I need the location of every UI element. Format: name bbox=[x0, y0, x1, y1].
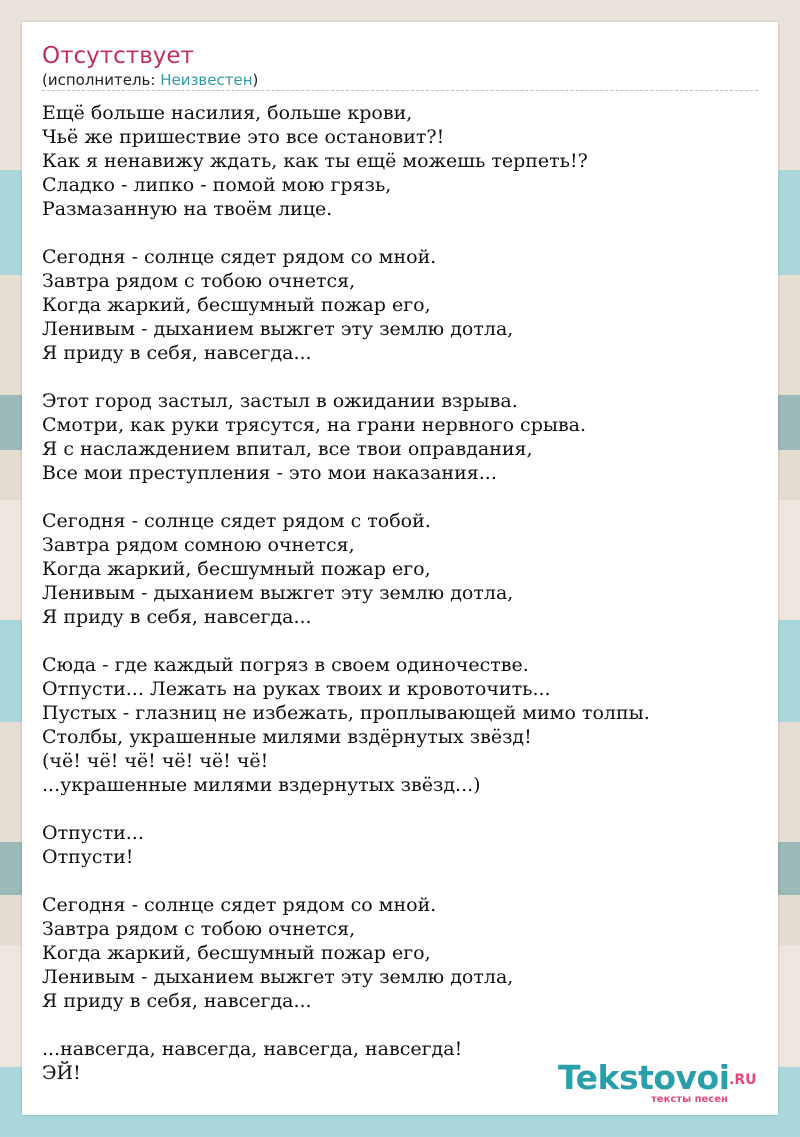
lyric-line: Я приду в себя, навсегда... bbox=[42, 342, 312, 364]
lyric-line: Ещё больше насилия, больше крови, bbox=[42, 102, 413, 124]
lyric-line: Все мои преступления - это мои наказания... bbox=[42, 462, 497, 484]
lyric-line: Сладко - липко - помой мою грязь, bbox=[42, 174, 392, 196]
lyric-line: Я с наслаждением впитал, все твои оправдания, bbox=[42, 438, 533, 460]
lyric-line: Смотри, как руки трясутся, на грани нервного срыва. bbox=[42, 414, 587, 436]
lyric-line: Размазанную на твоём лице. bbox=[42, 198, 333, 220]
logo-tagline: тексты песен bbox=[651, 1094, 728, 1105]
song-title: Отсутствует bbox=[42, 43, 194, 69]
logo-wordmark: Tekstovoi bbox=[558, 1058, 730, 1097]
lyric-line: Отпусти! bbox=[42, 846, 134, 868]
lyric-line: Пустых - глазниц не избежать, проплывающей мимо толпы. bbox=[42, 702, 650, 724]
artist-suffix: ) bbox=[252, 71, 259, 89]
stanza-break bbox=[42, 1013, 650, 1037]
lyric-line: Ленивым - дыханием выжгет эту землю дотла, bbox=[42, 318, 514, 340]
logo-domain: .RU bbox=[729, 1072, 757, 1088]
stanza-break bbox=[42, 869, 650, 893]
site-logo[interactable] bbox=[558, 1059, 768, 1109]
stanza-break bbox=[42, 797, 650, 821]
lyric-line: ЭЙ! bbox=[42, 1062, 81, 1084]
lyric-line: Когда жаркий, бесшумный пожар его, bbox=[42, 942, 431, 964]
lyric-line: Завтра рядом с тобою очнется, bbox=[42, 270, 356, 292]
stanza-break bbox=[42, 485, 650, 509]
lyric-line: (чё! чё! чё! чё! чё! чё! bbox=[42, 750, 269, 772]
artist-line bbox=[42, 71, 258, 89]
stanza-break bbox=[42, 365, 650, 389]
lyric-line: Я приду в себя, навсегда... bbox=[42, 606, 312, 628]
lyric-line: Сегодня - солнце сядет рядом со мной. bbox=[42, 246, 437, 268]
lyric-line: Сюда - где каждый погряз в своем одиночестве. bbox=[42, 654, 529, 676]
lyric-line: Чьё же пришествие это все остановит?! bbox=[42, 126, 445, 148]
lyric-line: ...украшенные милями вздернутых звёзд...) bbox=[42, 774, 481, 796]
lyric-line: Я приду в себя, навсегда... bbox=[42, 990, 312, 1012]
title-divider bbox=[42, 90, 758, 91]
lyric-line: Столбы, украшенные милями вздёрнутых звёзд! bbox=[42, 726, 532, 748]
lyric-line: Ленивым - дыханием выжгет эту землю дотла, bbox=[42, 966, 514, 988]
lyric-line: Завтра рядом с тобою очнется, bbox=[42, 918, 356, 940]
stanza-break bbox=[42, 629, 650, 653]
lyric-line: Когда жаркий, бесшумный пожар его, bbox=[42, 294, 431, 316]
lyric-line: Сегодня - солнце сядет рядом с тобой. bbox=[42, 510, 431, 532]
lyrics-sheet bbox=[22, 22, 778, 1115]
lyric-line: ...навсегда, навсегда, навсегда, навсегда! bbox=[42, 1038, 463, 1060]
stanza-break bbox=[42, 221, 650, 245]
lyric-line: Как я ненавижу ждать, как ты ещё можешь терпеть!? bbox=[42, 150, 588, 172]
lyrics-body bbox=[42, 101, 650, 1085]
lyric-line: Ленивым - дыханием выжгет эту землю дотла, bbox=[42, 582, 514, 604]
lyric-line: Завтра рядом сомною очнется, bbox=[42, 534, 355, 556]
lyric-line: Отпусти... Лежать на руках твоих и кровоточить... bbox=[42, 678, 551, 700]
artist-prefix: (исполнитель: bbox=[42, 71, 161, 89]
lyric-line: Отпусти... bbox=[42, 822, 144, 844]
lyric-line: Когда жаркий, бесшумный пожар его, bbox=[42, 558, 431, 580]
lyric-line: Сегодня - солнце сядет рядом со мной. bbox=[42, 894, 437, 916]
lyric-line: Этот город застыл, застыл в ожидании взрыва. bbox=[42, 390, 518, 412]
artist-link[interactable]: Неизвестен bbox=[160, 71, 253, 89]
